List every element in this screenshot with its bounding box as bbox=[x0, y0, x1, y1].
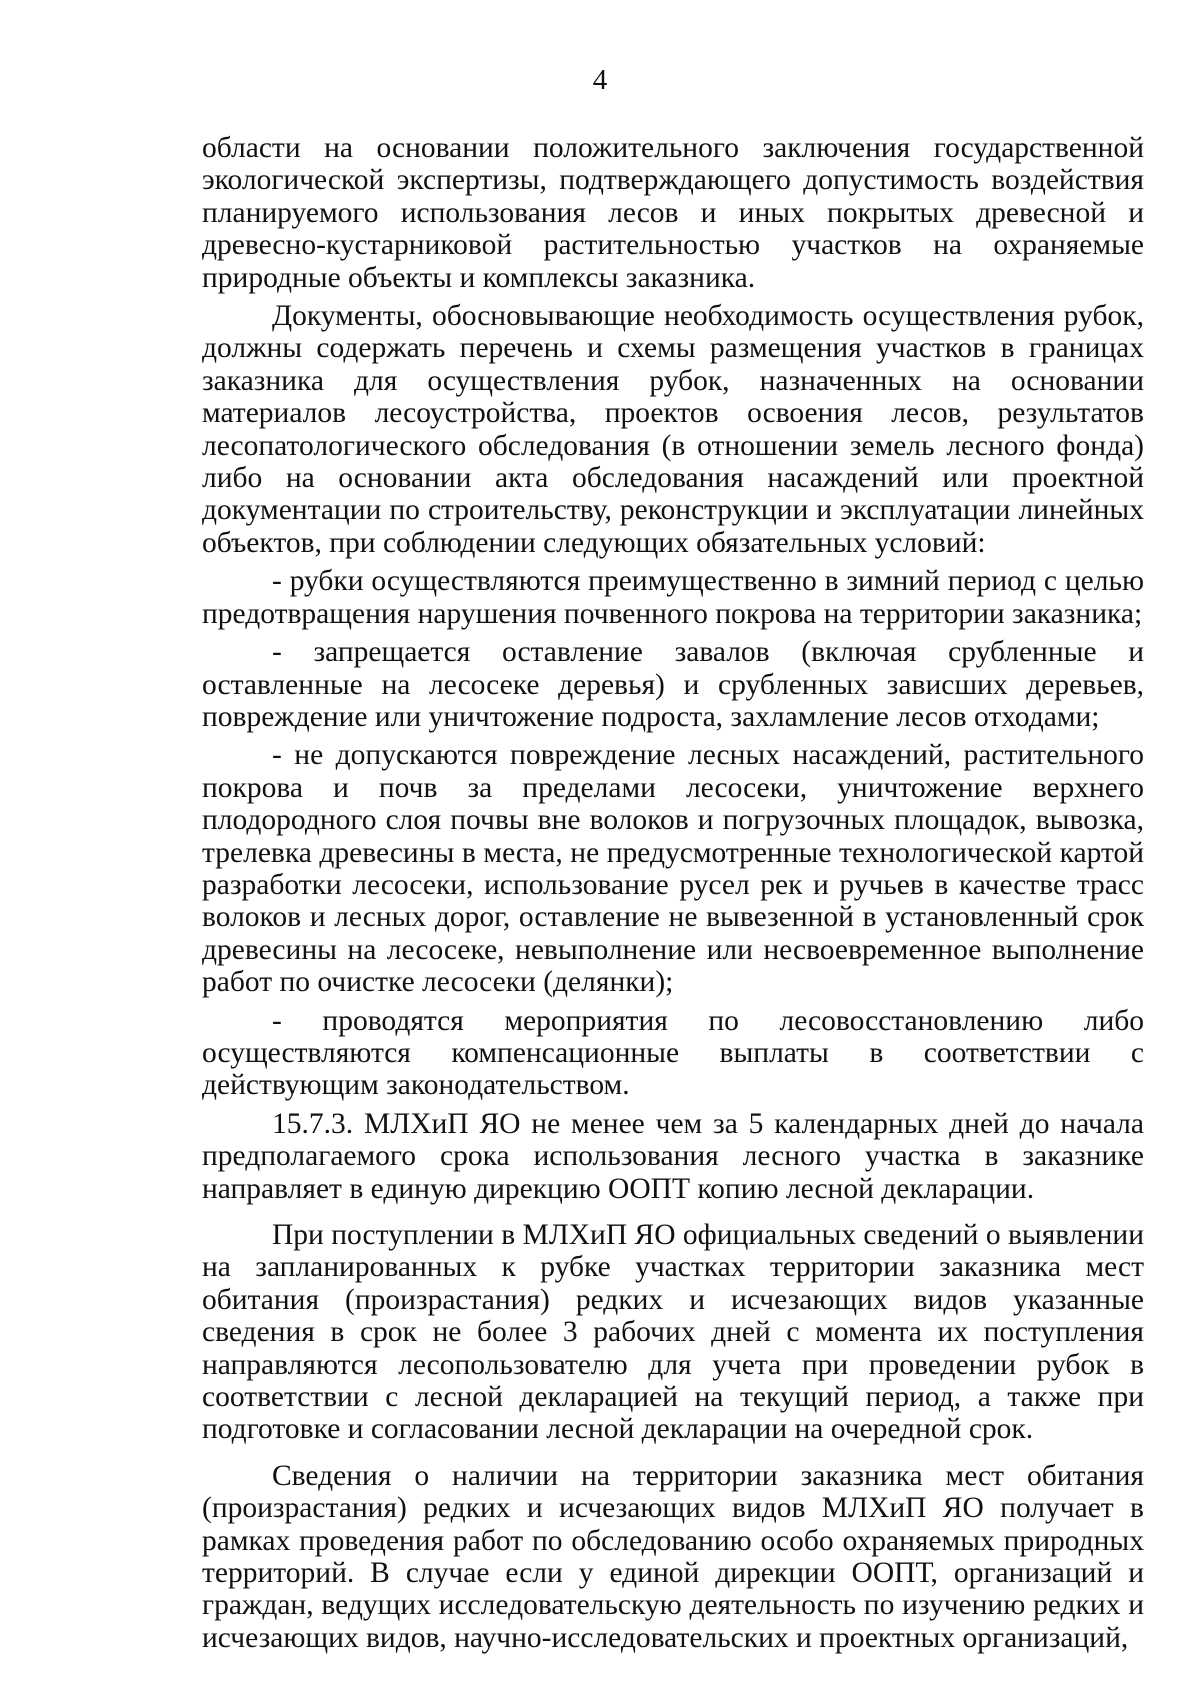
paragraph-continuation: области на основании положительного заключения государственной экологической экспертизы, подтверждающего допустимость воздействия планируемого использования лесов и иных покрытых древесной и древесно-кустарниковой растительностью участков на охраняемые природные объекты и комплексы заказника. bbox=[202, 132, 1144, 294]
paragraph-rare-species-data: Сведения о наличии на территории заказника мест обитания (произрастания) редких и исчезающих видов МЛХиП ЯО получает в рамках проведения работ по обследованию особо охраняемых природных территорий. В случае если у единой дирекции ООПТ, организаций и граждан, ведущих исследовательскую деятельность по изучению редких и исчезающих видов, научно-исследовательских и проектных организаций, bbox=[202, 1459, 1144, 1654]
page-number: 4 bbox=[592, 64, 608, 96]
document-body bbox=[202, 132, 1144, 1654]
list-item-reforestation: - проводятся мероприятия по лесовосстановлению либо осуществляются компенсационные выплаты в соответствии с действующим законодательством. bbox=[202, 1004, 1144, 1102]
paragraph-15-7-3: 15.7.3. МЛХиП ЯО не менее чем за 5 календарных дней до начала предполагаемого срока использования лесного участка в заказнике направляет в единую дирекцию ООПТ копию лесной декларации. bbox=[202, 1107, 1144, 1205]
list-item-not-allowed-damage: - не допускаются повреждение лесных насаждений, растительного покрова и почв за пределами лесосеки, уничтожение верхнего плодородного слоя почвы вне волоков и погрузочных площадок, вывозка, трелевка древесины в места, не предусмотренные технологической картой разработки лесосеки, использование русел рек и ручьев в качестве трасс волоков и лесных дорог, оставление не вывезенной в установленный срок древесины на лесосеке, невыполнение или несвоевременное выполнение работ по очистке лесосеки (делянки); bbox=[202, 739, 1144, 999]
paragraph-official-information: При поступлении в МЛХиП ЯО официальных сведений о выявлении на запланированных к рубке участках территории заказника мест обитания (произрастания) редких и исчезающих видов указанные сведения в срок не более 3 рабочих дней с момента их поступления направляются лесопользователю для учета при проведении рубок в соответствии с лесной декларацией на текущий период, а также при подготовке и согласовании лесной декларации на очередной срок. bbox=[202, 1219, 1144, 1446]
list-item-prohibited-debris: - запрещается оставление завалов (включая срубленные и оставленные на лесосеке деревья) и срубленных зависших деревьев, повреждение или уничтожение подроста, захламление лесов отходами; bbox=[202, 636, 1144, 733]
list-item-winter-felling: - рубки осуществляются преимущественно в зимний период с целью предотвращения нарушения почвенного покрова на территории заказника; bbox=[202, 565, 1144, 630]
paragraph-documents-requirements: Документы, обосновывающие необходимость осуществления рубок, должны содержать перечень и схемы размещения участков в границах заказника для осуществления рубок, назначенных на основании материалов лесоустройства, проектов освоения лесов, результатов лесопатологического обследования (в отношении земель лесного фонда) либо на основании акта обследования насаждений или проектной документации по строительству, реконструкции и эксплуатации линейных объектов, при соблюдении следующих обязательных условий: bbox=[202, 300, 1144, 559]
